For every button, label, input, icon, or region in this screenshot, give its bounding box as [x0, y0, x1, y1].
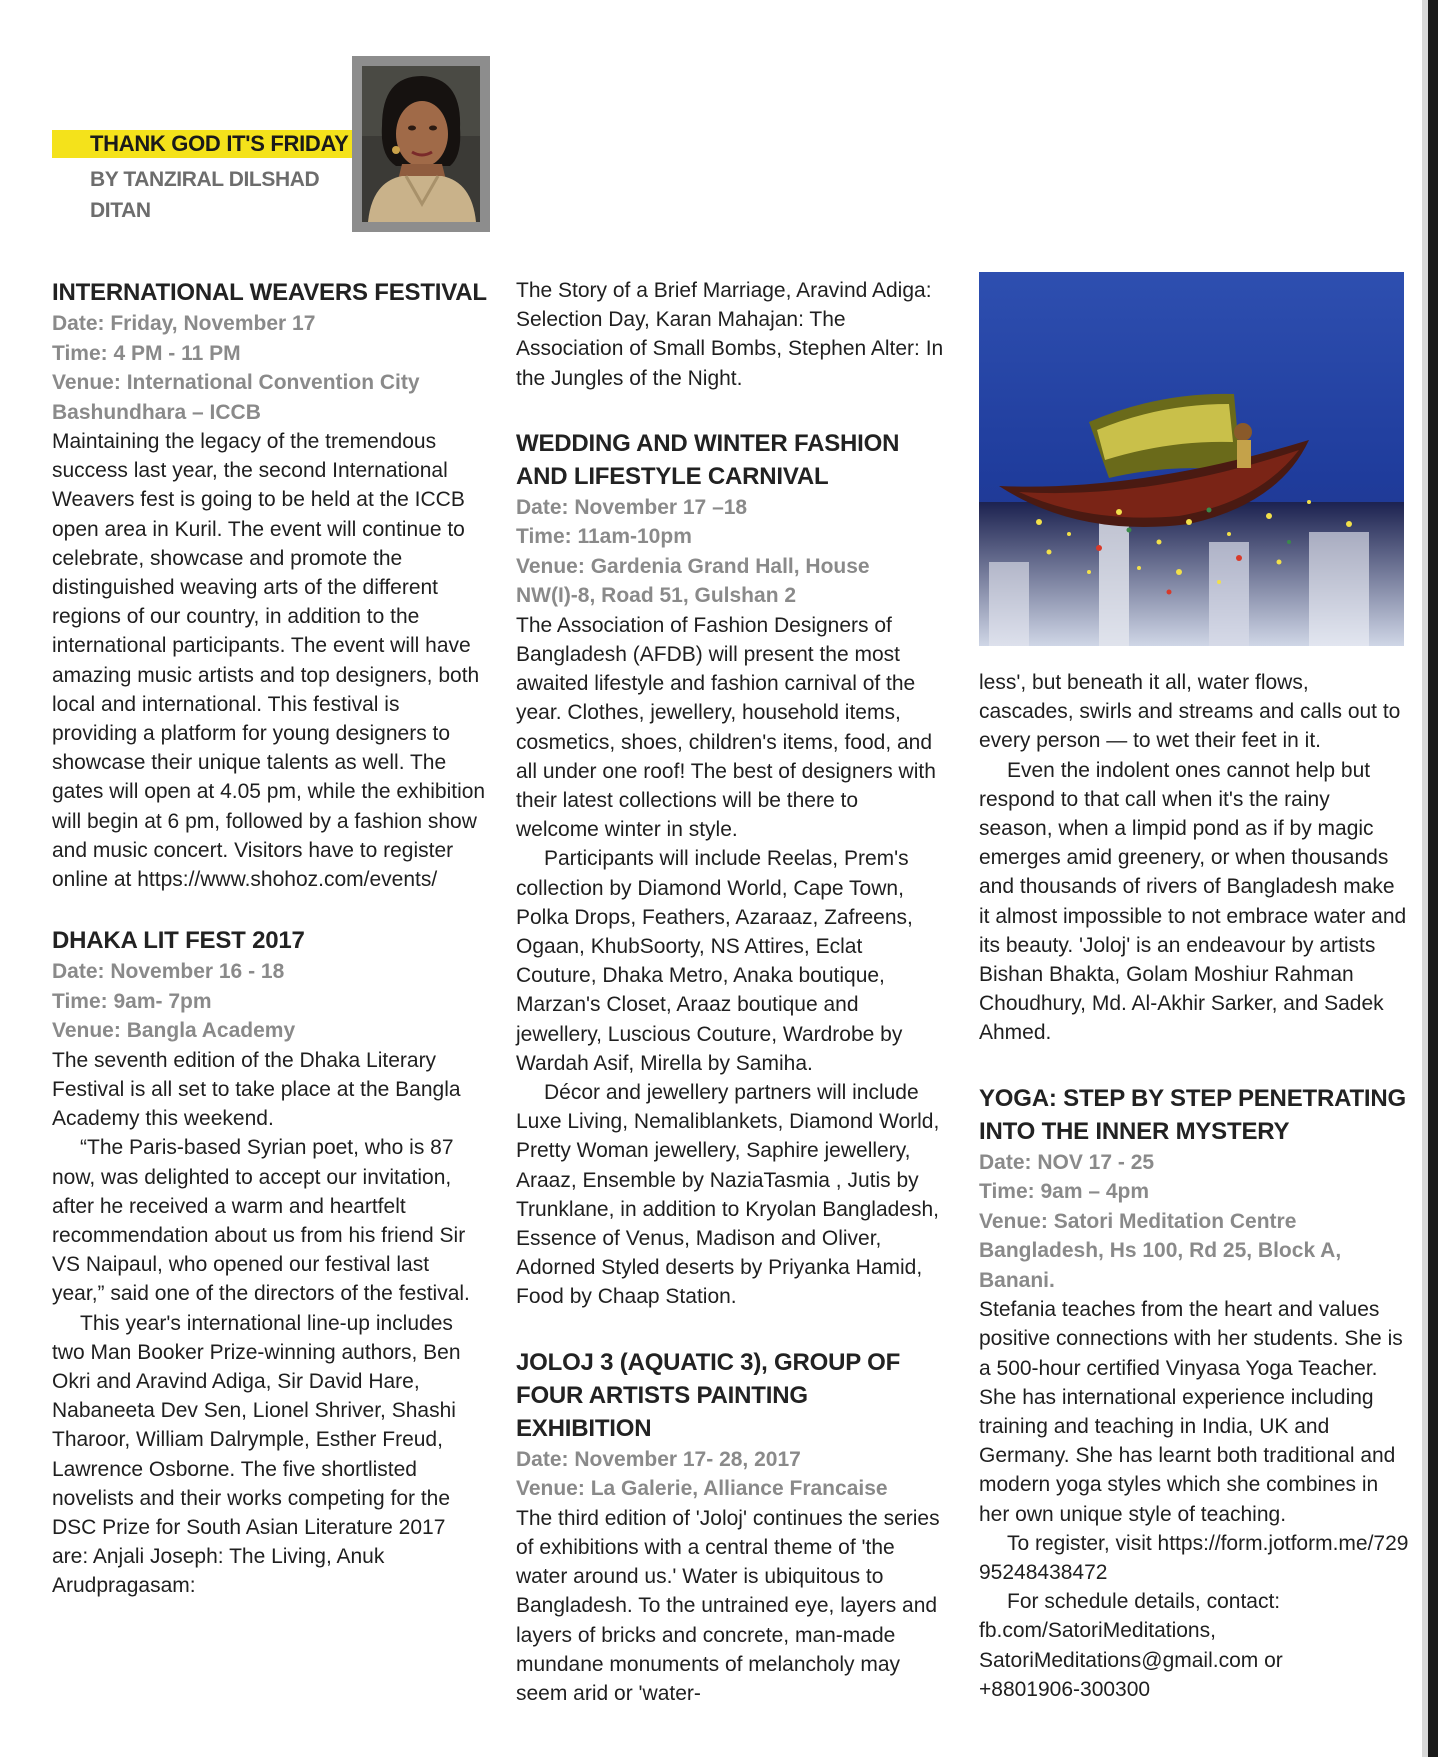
event-venue: Venue: Gardenia Grand Hall, House NW(I)-8, Road 51, Gulshan 2 — [516, 554, 870, 608]
event-title: WEDDING AND WINTER FASHION AND LIFESTYLE CARNIVAL — [516, 429, 900, 490]
event-body: This year's international line-up includes two Man Booker Prize-winning authors, Ben Okri and Aravind Adiga, Sir David Hare, Nabaneeta Dev Sen, Lionel Shriver, Shashi Tharoor, William Dalrymple, Esther Freud, Lawrence Osborne. The five shortlisted novelists and their works competing for the DSC Prize for South Asian Literature 2017 are: Anjali Joseph: The Living, Anuk Arudpragasam: — [52, 1311, 461, 1598]
event-body-continued: less', but beneath it all, water flows, cascades, swirls and streams and calls out to every person — to wet their feet in it. — [979, 671, 1401, 753]
event-body: Stefania teaches from the heart and values positive connections with her students. She is a 500-hour certified Vinyasa Yoga Teacher. She has international experience including training and teaching in India, UK and Germany. She has learnt both traditional and modern yoga styles which she combines in her own unique style of teaching. — [979, 1298, 1403, 1526]
phone-number[interactable]: +8801906-300300 — [979, 1677, 1151, 1701]
event-date: Date: NOV 17 - 25 — [979, 1150, 1155, 1174]
page-edge-bar — [1422, 0, 1438, 1757]
event-body: Décor and jewellery partners will include Luxe Living, Nemaliblankets, Diamond World, Pretty Woman jewellery, Saphire jewellery, Araaz, Ensemble by NaziaTasmia , Jutis by Trunklane, in addition to Kryolan Bangladesh, Essence of Venus, Madison and Oliver, Adorned Styled deserts by Priyanka Hamid, Food by Chaap Station. — [516, 1081, 940, 1309]
event-body: The Association of Fashion Designers of Bangladesh (AFDB) will present the most awaited lifestyle and fashion carnival of the year. Clothes, jewellery, household items, cosmetics, shoes, children's items, food, and all under one roof! The best of designers with their latest collections will be there to welcome winter in style. — [516, 613, 936, 842]
event-body: The seventh edition of the Dhaka Literary Festival is all set to take place at the Bangla Academy this weekend. — [52, 1048, 461, 1131]
contact-heading: For schedule details, contact: — [1007, 1590, 1281, 1614]
event-title: DHAKA LIT FEST 2017 — [52, 927, 305, 955]
registration-link[interactable]: To register, visit https://form.jotform.me/72995248438472 — [979, 1531, 1409, 1584]
byline-line-1: BY TANZIRAL DILSHAD — [90, 168, 320, 191]
event-venue: Venue: Bangla Academy — [52, 1019, 296, 1043]
event-date: Date: November 17 –18 — [516, 495, 748, 519]
event-venue: Venue: International Convention City Bashundhara – ICCB — [52, 371, 420, 424]
event-venue: Venue: Satori Meditation Centre Bangladesh, Hs 100, Rd 25, Block A, Banani. — [979, 1209, 1342, 1292]
event-body: The third edition of 'Joloj' continues the series of exhibitions with a central theme of 'the water around us.' Water is ubiquitous to Bangladesh. To the untrained eye, layers and layers of bricks and concrete, man-made mundane monuments of melancholy may seem arid or 'water- — [516, 1506, 940, 1705]
event-venue: Venue: La Galerie, Alliance Francaise — [516, 1477, 888, 1501]
event-weavers — [52, 276, 487, 894]
event-body-continued: The Story of a Brief Marriage, Aravind Adiga: Selection Day, Karan Mahajan: The Association of Small Bombs, Stephen Alter: In the Jungles of the Night. — [516, 279, 944, 390]
event-title: YOGA: STEP BY STEP PENETRATING INTO THE INNER MYSTERY — [979, 1084, 1406, 1145]
joloj-painting-image — [979, 272, 1404, 646]
author-portrait — [352, 56, 490, 232]
event-yoga — [979, 1082, 1409, 1704]
byline-line-2: DITAN — [90, 199, 151, 222]
boat-painting — [979, 272, 1404, 646]
author-photo — [362, 66, 480, 222]
event-body: “The Paris-based Syrian poet, who is 87 now, was delighted to accept our invitation, after he received a warm and heartfelt recommendation about us from his friend Sir VS Naipaul, who opened our festival last year,” said one of the directors of the festival. — [52, 1136, 470, 1306]
event-wedding — [516, 427, 946, 1312]
event-time: Time: 9am – 4pm — [979, 1180, 1150, 1204]
event-time: Time: 9am- 7pm — [52, 989, 212, 1013]
event-body: Participants will include Reelas, Prem's collection by Diamond World, Cape Town, Polka Drops, Feathers, Azaraaz, Zafreens, Ogaan, KhubSoorty, NS Attires, Eclat Couture, Dhaka Metro, Anaka boutique, Marzan's Closet, Araaz boutique and jewellery, Luscious Couture, Wardrobe by Wardah Asif, Mirella by Samiha. — [516, 847, 913, 1075]
event-litfest — [52, 924, 487, 1600]
event-date: Date: November 16 - 18 — [52, 960, 285, 984]
event-title: JOLOJ 3 (AQUATIC 3), GROUP OF FOUR ARTISTS PAINTING EXHIBITION — [516, 1348, 901, 1442]
byline — [90, 164, 330, 226]
event-time: Time: 4 PM - 11 PM — [52, 341, 241, 365]
facebook-link[interactable]: fb.com/SatoriMeditations, — [979, 1619, 1216, 1643]
event-date: Date: November 17- 28, 2017 — [516, 1447, 801, 1471]
event-body: Even the indolent ones cannot help but respond to that call when it's the rainy season, when a limpid pond as if by magic emerges amid greenery, or when thousands and thousands of rivers of Bangladesh make it almost impossible to not embrace water and its beauty. 'Joloj' is an endeavour by artists Bishan Bhakta, Golam Moshiur Rahman Choudhury, Md. Al-Akhir Sarker, and Sadek Ahmed. — [979, 758, 1407, 1045]
event-date: Date: Friday, November 17 — [52, 312, 316, 335]
column-3 — [979, 668, 1409, 1704]
email-link[interactable]: SatoriMeditations@gmail.com or — [979, 1648, 1283, 1672]
column-tag: THANK GOD IT'S FRIDAY — [52, 130, 352, 158]
event-joloj — [516, 1346, 946, 1708]
column-2 — [516, 276, 946, 1708]
event-title: INTERNATIONAL WEAVERS FESTIVAL — [52, 279, 487, 306]
event-time: Time: 11am-10pm — [516, 525, 692, 549]
column-1 — [52, 276, 487, 1601]
event-body: Maintaining the legacy of the tremendous success last year, the second International Weavers fest is going to be held at the ICCB open area in Kuril. The event will continue to celebrate, showcase and promote the distinguished weaving arts of the different regions of our country, in addition to the international participants. The event will have amazing music artists and top designers, both local and international. This festival is providing a platform for young designers to showcase their unique talents as well. The gates will open at 4.05 pm, while the exhibition will begin at 6 pm, followed by a fashion show and music concert. Visitors have to register online at https://www.shohoz.com/events/ — [52, 430, 486, 892]
